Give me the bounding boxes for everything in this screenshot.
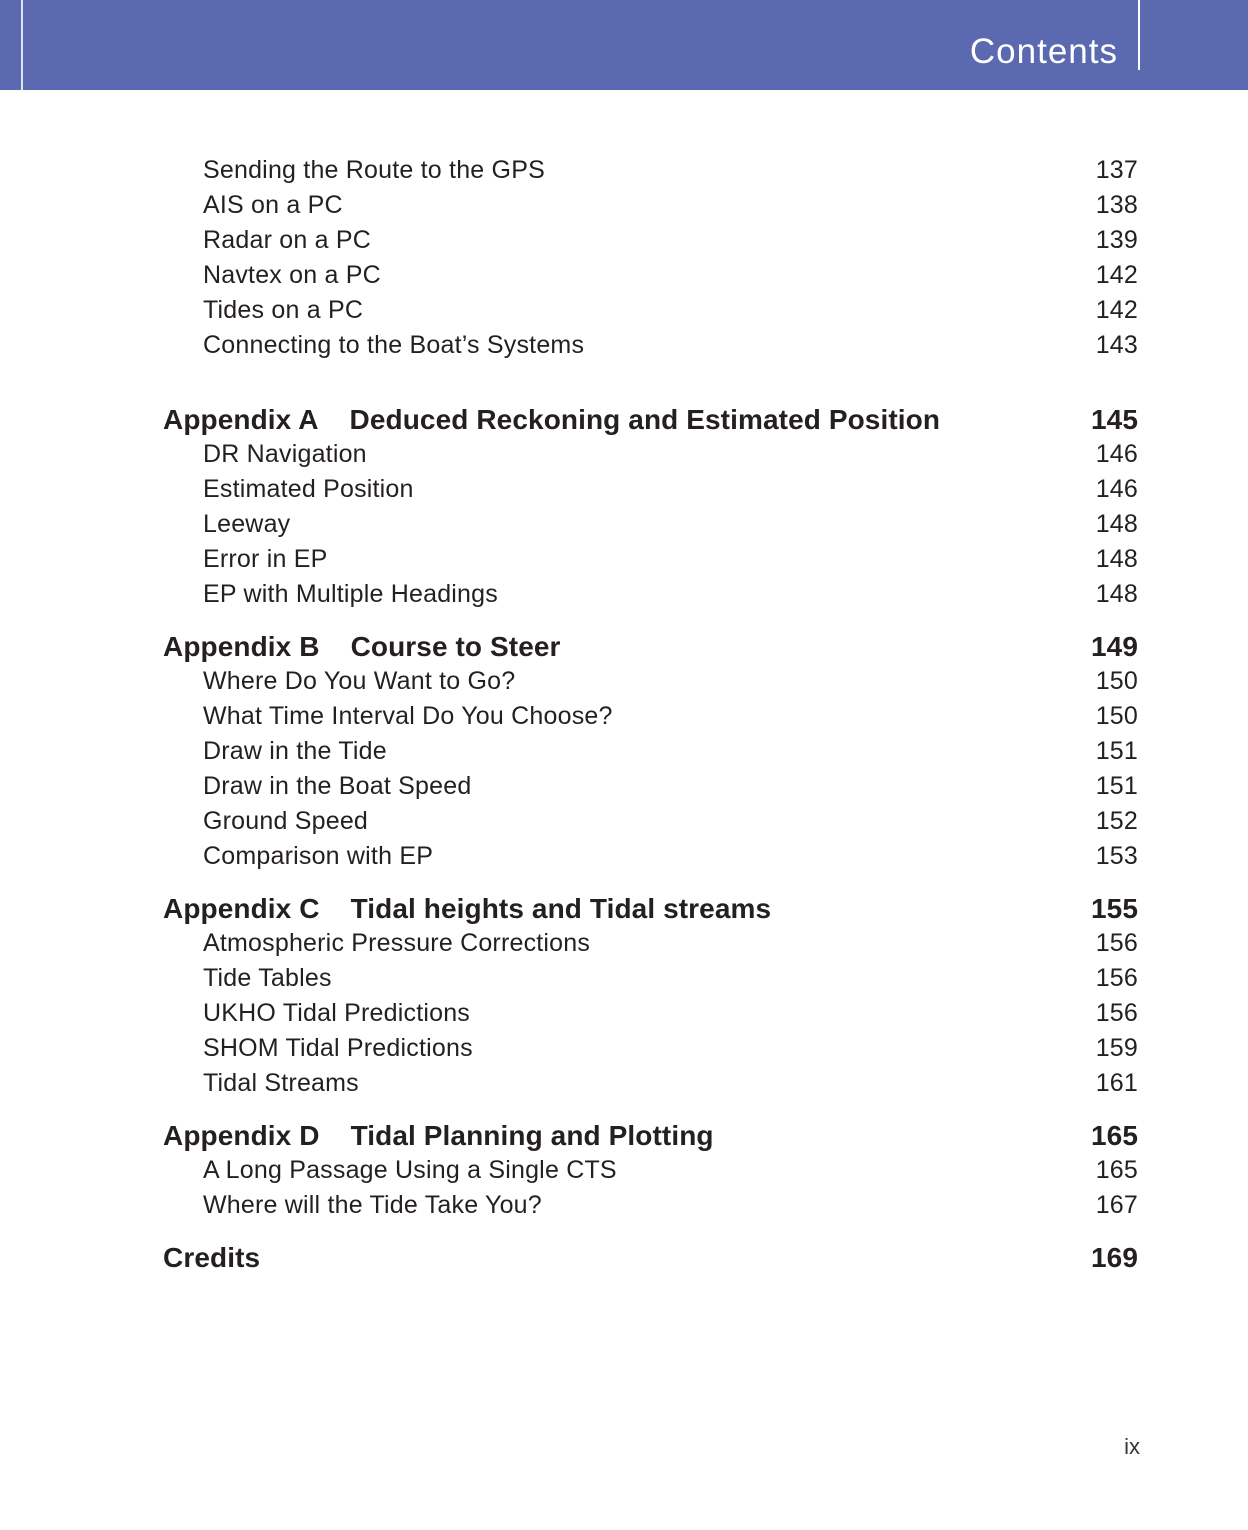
toc-entry-page: 161 xyxy=(1095,1069,1138,1097)
toc-heading-page: 155 xyxy=(1090,892,1138,924)
toc-entry xyxy=(163,804,1138,839)
toc-entry-label: Sending the Route to the GPS xyxy=(203,156,545,184)
toc-entry-label: UKHO Tidal Predictions xyxy=(203,999,470,1027)
toc-entry-label: Draw in the Boat Speed xyxy=(203,772,472,800)
toc-entry xyxy=(163,664,1138,699)
toc-entry-label: A Long Passage Using a Single CTS xyxy=(203,1156,617,1184)
toc-entry-label: Where will the Tide Take You? xyxy=(203,1191,542,1219)
toc-entry xyxy=(163,926,1138,961)
toc-entry-page: 167 xyxy=(1095,1191,1138,1219)
toc-section-heading xyxy=(163,891,1138,926)
toc-section-heading xyxy=(163,1240,1138,1275)
toc-entry-label: Tides on a PC xyxy=(203,296,364,324)
toc-entry xyxy=(163,734,1138,769)
toc-entry-page: 156 xyxy=(1095,964,1138,992)
toc-section xyxy=(163,1118,1138,1223)
toc-entry xyxy=(163,1066,1138,1101)
toc-heading-page: 149 xyxy=(1090,630,1138,662)
toc-entry-page: 156 xyxy=(1095,929,1138,957)
toc-entry-label: SHOM Tidal Predictions xyxy=(203,1034,473,1062)
table-of-contents xyxy=(163,153,1138,1275)
page-header xyxy=(0,0,1248,90)
toc-entry-page: 142 xyxy=(1095,296,1138,324)
toc-heading-prefix: Appendix A xyxy=(163,403,319,435)
toc-entry-label: Error in EP xyxy=(203,545,328,573)
toc-entry-page: 148 xyxy=(1095,510,1138,538)
folio-page-number: ix xyxy=(1124,1434,1140,1459)
toc-heading-prefix: Appendix D xyxy=(163,1119,320,1151)
toc-entry-page: 156 xyxy=(1095,999,1138,1027)
toc-section-heading xyxy=(163,402,1138,437)
toc-entry-page: 137 xyxy=(1095,156,1138,184)
toc-entry-label: Where Do You Want to Go? xyxy=(203,667,516,695)
toc-heading-title: Tidal Planning and Plotting xyxy=(350,1119,714,1151)
toc-entry-page: 150 xyxy=(1095,702,1138,730)
header-title-rule xyxy=(1138,0,1140,70)
toc-entry-page: 153 xyxy=(1095,842,1138,870)
toc-entry xyxy=(163,153,1138,188)
toc-entry-label: Ground Speed xyxy=(203,807,369,835)
toc-section xyxy=(163,153,1138,363)
toc-entry-label: Navtex on a PC xyxy=(203,261,381,289)
toc-entry-page: 151 xyxy=(1095,772,1138,800)
toc-entry-label: Comparison with EP xyxy=(203,842,434,870)
toc-heading-page: 165 xyxy=(1090,1119,1138,1151)
toc-entry xyxy=(163,1188,1138,1223)
toc-section xyxy=(163,402,1138,612)
toc-entry-page: 159 xyxy=(1095,1034,1138,1062)
toc-heading-page: 169 xyxy=(1090,1241,1138,1273)
toc-entry xyxy=(163,577,1138,612)
toc-entry-page: 148 xyxy=(1095,545,1138,573)
toc-entry-label: Draw in the Tide xyxy=(203,737,387,765)
toc-entry xyxy=(163,507,1138,542)
toc-entry-page: 150 xyxy=(1095,667,1138,695)
toc-entry-page: 146 xyxy=(1095,440,1138,468)
toc-entry-page: 142 xyxy=(1095,261,1138,289)
toc-entry xyxy=(163,328,1138,363)
toc-heading-prefix: Appendix C xyxy=(163,892,320,924)
toc-entry xyxy=(163,437,1138,472)
toc-entry xyxy=(163,699,1138,734)
toc-entry-page: 138 xyxy=(1095,191,1138,219)
toc-entry xyxy=(163,769,1138,804)
toc-entry-label: Connecting to the Boat’s Systems xyxy=(203,331,585,359)
toc-entry xyxy=(163,188,1138,223)
toc-heading-page: 145 xyxy=(1090,403,1138,435)
toc-section xyxy=(163,891,1138,1101)
toc-entry-label: AIS on a PC xyxy=(203,191,343,219)
toc-entry-label: Estimated Position xyxy=(203,475,414,503)
toc-section-heading xyxy=(163,1118,1138,1153)
header-left-rule xyxy=(21,0,23,90)
toc-entry-page: 146 xyxy=(1095,475,1138,503)
toc-entry-label: Tide Tables xyxy=(203,964,332,992)
toc-entry-label: Tidal Streams xyxy=(203,1069,359,1097)
toc-entry xyxy=(163,223,1138,258)
toc-heading-title: Course to Steer xyxy=(350,630,561,662)
toc-section xyxy=(163,629,1138,874)
toc-heading-title: Tidal heights and Tidal streams xyxy=(350,892,772,924)
toc-entry xyxy=(163,996,1138,1031)
toc-entry xyxy=(163,472,1138,507)
toc-entry-page: 148 xyxy=(1095,580,1138,608)
page-title: Contents xyxy=(969,32,1118,71)
toc-entry xyxy=(163,258,1138,293)
toc-entry xyxy=(163,293,1138,328)
toc-section xyxy=(163,1240,1138,1275)
toc-entry xyxy=(163,542,1138,577)
toc-entry-page: 139 xyxy=(1095,226,1138,254)
toc-entry-page: 143 xyxy=(1095,331,1138,359)
toc-entry-label: Atmospheric Pressure Corrections xyxy=(203,929,591,957)
toc-entry xyxy=(163,839,1138,874)
toc-entry xyxy=(163,961,1138,996)
toc-heading-title: Deduced Reckoning and Estimated Position xyxy=(349,403,941,435)
toc-entry xyxy=(163,1153,1138,1188)
toc-entry-label: Radar on a PC xyxy=(203,226,371,254)
toc-entry-label: DR Navigation xyxy=(203,440,367,468)
toc-entry-label: EP with Multiple Headings xyxy=(203,580,498,608)
toc-entry-label: Leeway xyxy=(203,510,291,538)
toc-heading-prefix: Credits xyxy=(163,1241,261,1273)
toc-heading-prefix: Appendix B xyxy=(163,630,320,662)
toc-entry-page: 152 xyxy=(1095,807,1138,835)
toc-entry-page: 165 xyxy=(1095,1156,1138,1184)
toc-entry xyxy=(163,1031,1138,1066)
toc-section-heading xyxy=(163,629,1138,664)
toc-entry-page: 151 xyxy=(1095,737,1138,765)
toc-entry-label: What Time Interval Do You Choose? xyxy=(203,702,613,730)
